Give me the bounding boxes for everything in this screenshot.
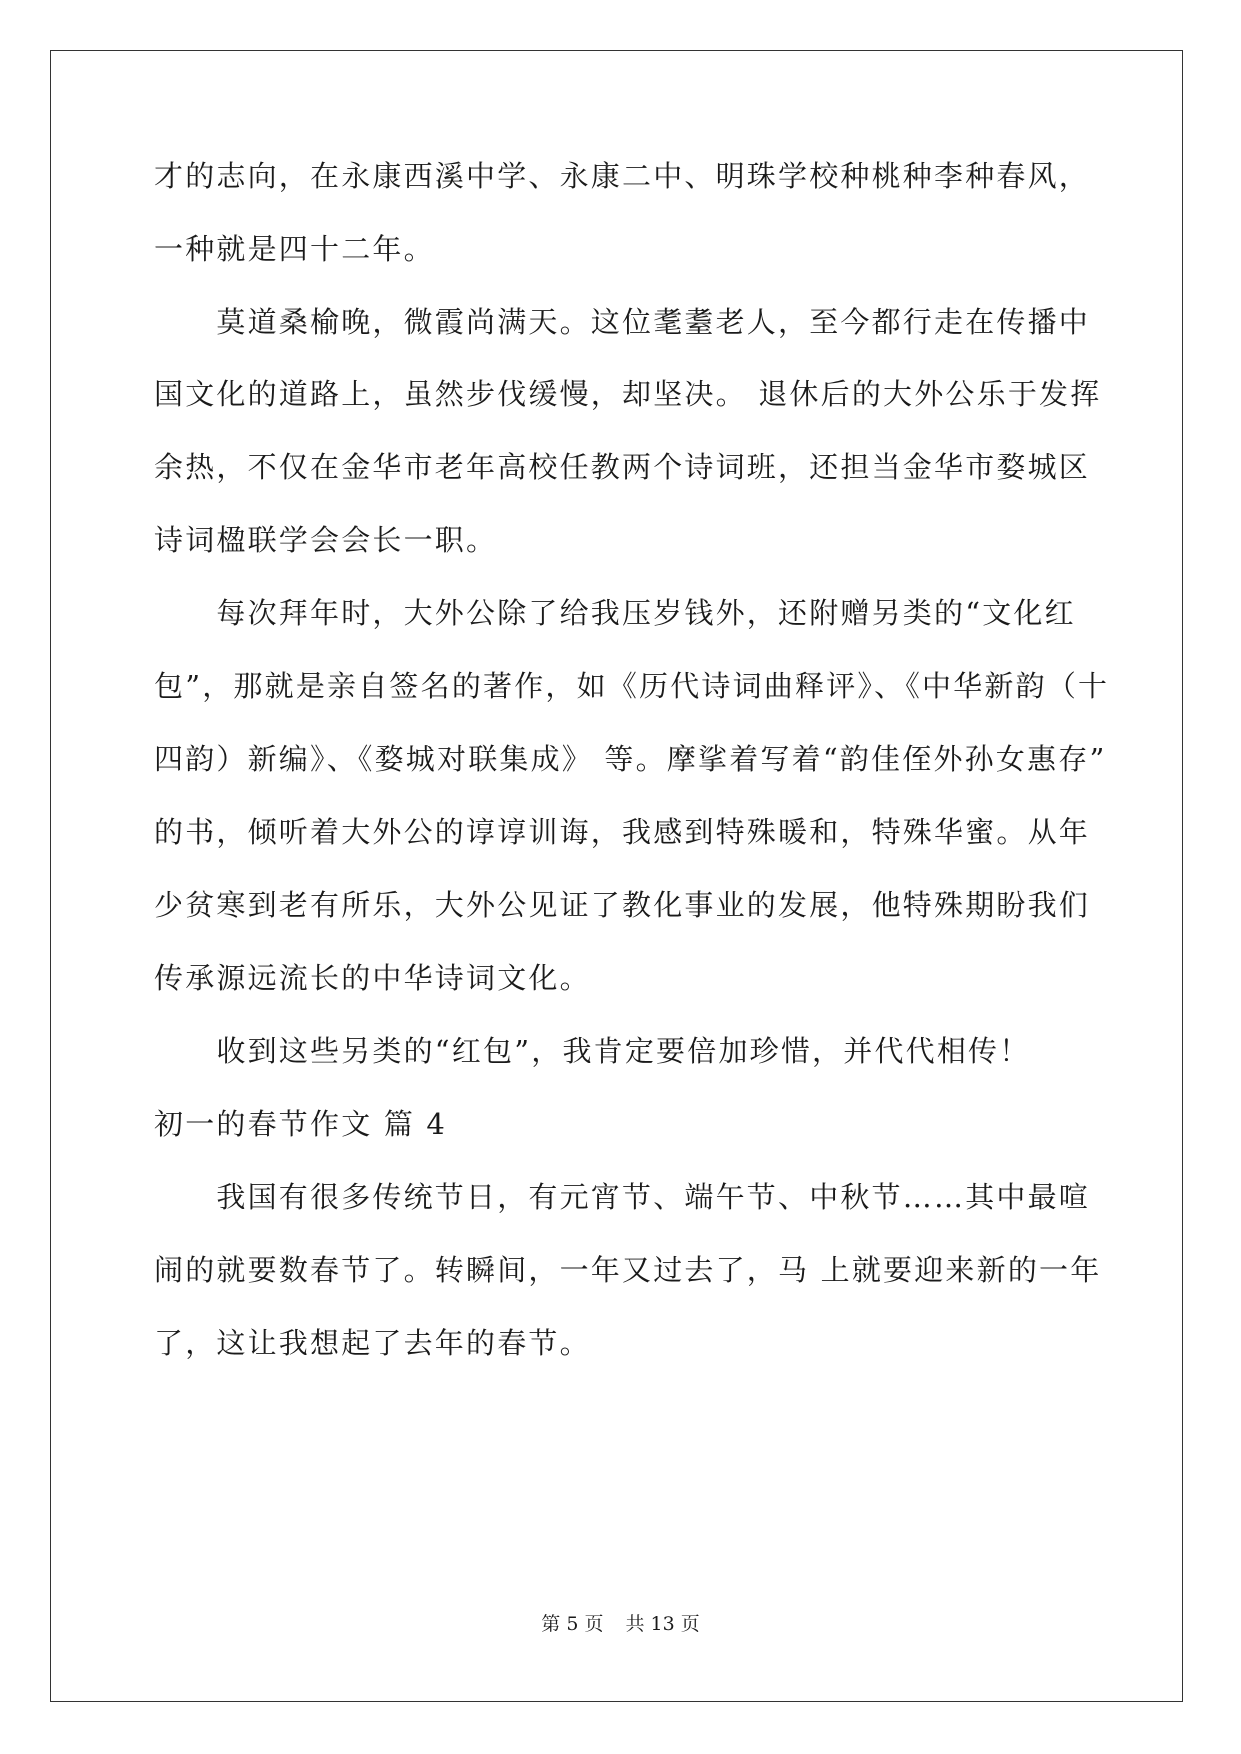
text-line: 闹的就要数春节了。转瞬间，一年又过去了，马 上就要迎来新的一年 — [154, 1253, 1102, 1287]
text-line: 余热，不仅在金华市老年高校任教两个诗词班，还担当金华市婺城区 — [154, 450, 1091, 484]
text-line: 传承源远流长的中华诗词文化。 — [154, 961, 591, 995]
text-line: 国文化的道路上，虽然步伐缓慢，却坚决。 退休后的大外公乐于发挥 — [154, 377, 1102, 411]
text-line: 收到这些另类的“红包”，我肯定要倍加珍惜，并代代相传！ — [154, 1034, 1031, 1068]
page-total: 共 13 页 — [625, 1613, 700, 1635]
text-line: 莫道桑榆晚，微霞尚满天。这位耄耋老人，至今都行走在传播中 — [154, 305, 1091, 339]
text-line: 每次拜年时，大外公除了给我压岁钱外，还附赠另类的“文化红 — [154, 596, 1076, 630]
page-frame — [50, 50, 1183, 1702]
text-line: 才的志向，在永康西溪中学、永康二中、明珠学校种桃种李种春风， — [154, 159, 1091, 193]
text-line: 的书，倾听着大外公的谆谆训诲，我感到特殊暖和，特殊华蜜。从年 — [154, 815, 1091, 849]
text-line: 我国有很多传统节日，有元宵节、端午节、中秋节……其中最喧 — [154, 1180, 1091, 1214]
text-line: 诗词楹联学会会长一职。 — [154, 523, 498, 557]
text-line: 一种就是四十二年。 — [154, 232, 435, 266]
section-heading: 初一的春节作文 篇 4 — [154, 1107, 448, 1141]
text-line: 少贫寒到老有所乐，大外公见证了教化事业的发展，他特殊期盼我们 — [154, 888, 1091, 922]
page-number: 第 5 页 — [541, 1613, 604, 1635]
page-footer — [0, 1612, 1241, 1636]
text-line: 四韵）新编》、《婺城对联集成》 等。摩挲着写着“韵佳侄外孙女惠存” — [154, 742, 1107, 776]
text-line: 包”，那就是亲自签名的著作，如《历代诗词曲释评》、《中华新韵（十 — [154, 669, 1110, 703]
text-line: 了，这让我想起了去年的春节。 — [154, 1326, 591, 1360]
